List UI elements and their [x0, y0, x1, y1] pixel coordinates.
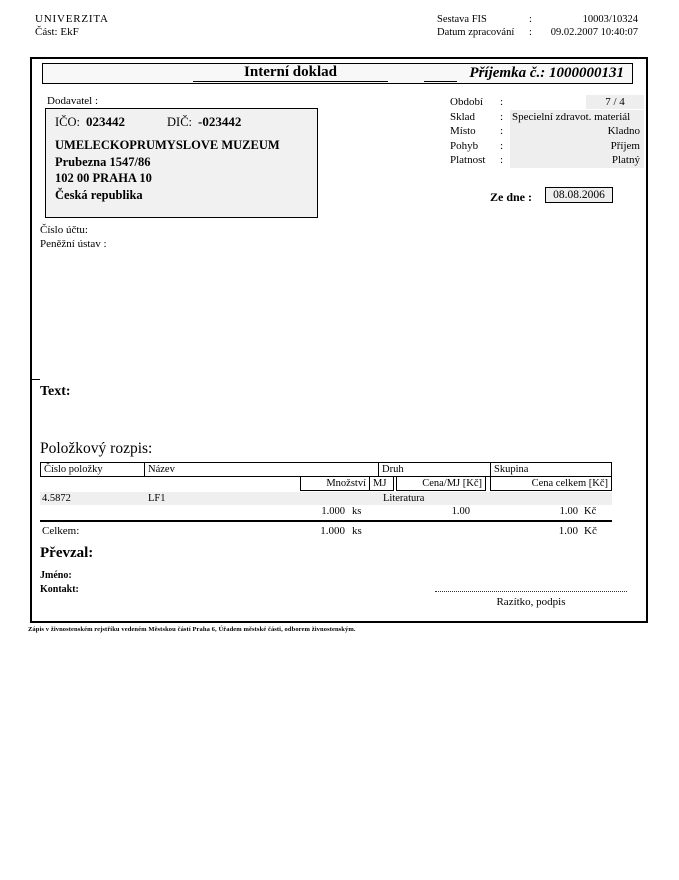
- item-unit-price: 1.00: [451, 506, 470, 517]
- colon: :: [500, 139, 504, 152]
- report-id-row: [437, 13, 638, 26]
- section-tick: [32, 379, 40, 380]
- colon: :: [500, 154, 504, 166]
- warehouse-label: Sklad: [450, 110, 476, 123]
- processed-value: 09.02.2007 10:40:07: [550, 27, 638, 38]
- warehouse-value: Specielní zdravot. materiál: [510, 110, 644, 125]
- supplier-name: UMELECKOPRUMYSLOVE MUZEUM: [55, 138, 280, 152]
- colon: :: [500, 125, 504, 137]
- total-currency: Kč: [584, 525, 597, 537]
- items-section-heading: Položkový rozpis:: [40, 440, 153, 457]
- meta-row-obdobi: [450, 95, 644, 110]
- date-label: Ze dne :: [490, 190, 532, 204]
- signature-label: Razítko, podpis: [496, 596, 566, 608]
- supplier-ids-row: [55, 114, 308, 130]
- item-type: Literatura: [383, 493, 425, 504]
- item-name: LF1: [148, 493, 166, 504]
- table-total-divider: [40, 520, 612, 522]
- col-type: Druh: [379, 463, 491, 476]
- dic-label: DIČ:: [167, 115, 192, 129]
- item-row-amounts: [32, 505, 644, 518]
- place-label: Místo: [450, 125, 476, 137]
- date-value-box: 08.08.2006: [545, 187, 613, 203]
- items-table-header-row2: [32, 476, 644, 491]
- period-value: 7 / 4: [586, 95, 644, 109]
- document-type-title: Interní doklad: [193, 64, 388, 82]
- item-currency: Kč: [584, 506, 597, 517]
- report-label: Sestava FIS: [437, 14, 487, 25]
- ico-label: IČO:: [55, 115, 80, 129]
- footer-registry-note: Zápis v živnostenském rejstříku vedeném Městskou částí Praha 6, Úřadem městské části, odborem živnostenským.: [28, 626, 356, 633]
- supplier-box: [45, 108, 318, 218]
- item-number: 4.5872: [42, 493, 71, 504]
- signature-dotted-line: [435, 585, 627, 592]
- col-unit-price: Cena/MJ [Kč]: [396, 476, 486, 491]
- item-quantity: 1.000: [321, 506, 345, 517]
- account-number-label: Číslo účtu:: [40, 224, 88, 236]
- bank-institution-label: Peněžní ústav :: [40, 238, 107, 250]
- title-bar: [42, 63, 633, 84]
- col-total-price: Cena celkem [Kč]: [490, 476, 612, 491]
- meta-row-pohyb: [450, 139, 644, 154]
- item-row-main: [40, 492, 612, 505]
- report-value: 10003/10324: [582, 14, 638, 25]
- col-name: Název: [145, 463, 379, 476]
- total-label: Celkem:: [42, 525, 80, 537]
- organization-name: UNIVERZITA: [35, 13, 109, 25]
- processed-date-row: [437, 26, 638, 39]
- ico-value: 023442: [86, 114, 125, 129]
- period-label: Období: [450, 96, 483, 108]
- movement-value: Příjem: [510, 139, 644, 154]
- document-number: Příjemka č.: 1000000131: [469, 65, 624, 81]
- total-unit: ks: [352, 525, 362, 537]
- supplier-address: [55, 137, 308, 203]
- supplier-city: 102 00 PRAHA 10: [55, 171, 152, 185]
- total-quantity: 1.000: [320, 525, 345, 537]
- supplier-country: Česká republika: [55, 187, 143, 202]
- dic-value: -023442: [198, 114, 242, 129]
- colon: :: [500, 96, 504, 108]
- meta-row-sklad: [450, 110, 644, 125]
- received-by-heading: Převzal:: [40, 545, 94, 561]
- header-left: [35, 13, 109, 39]
- validity-label: Platnost: [450, 154, 486, 166]
- colon: :: [529, 14, 532, 25]
- header-right: [437, 13, 638, 39]
- col-quantity: Množství: [300, 476, 370, 491]
- col-group: Skupina: [494, 464, 529, 475]
- place-value: Kladno: [510, 124, 644, 139]
- name-label: Jméno:: [40, 570, 72, 581]
- document-frame: [30, 57, 648, 623]
- text-section-heading: Text:: [40, 384, 71, 399]
- colon: :: [500, 110, 504, 123]
- supplier-street: Prubezna 1547/86: [55, 154, 151, 169]
- department-label: Část: EkF: [35, 26, 79, 38]
- items-table-header-row1: [40, 462, 612, 477]
- item-total-price: 1.00: [559, 506, 578, 517]
- validity-value: Platný: [510, 153, 644, 168]
- meta-row-misto: [450, 124, 644, 139]
- total-row: [32, 524, 644, 538]
- meta-block: [450, 95, 644, 168]
- movement-label: Pohyb: [450, 139, 479, 152]
- contact-label: Kontakt:: [40, 584, 79, 595]
- colon: :: [529, 27, 532, 38]
- supplier-label: Dodavatel :: [47, 95, 99, 107]
- total-price: 1.00: [558, 525, 578, 537]
- meta-row-platnost: [450, 153, 644, 168]
- col-item-number: Číslo položky: [41, 463, 145, 476]
- processed-label: Datum zpracování: [437, 27, 515, 38]
- col-unit: MJ: [369, 476, 394, 491]
- item-unit: ks: [352, 506, 362, 517]
- title-underline-segment: [424, 64, 457, 82]
